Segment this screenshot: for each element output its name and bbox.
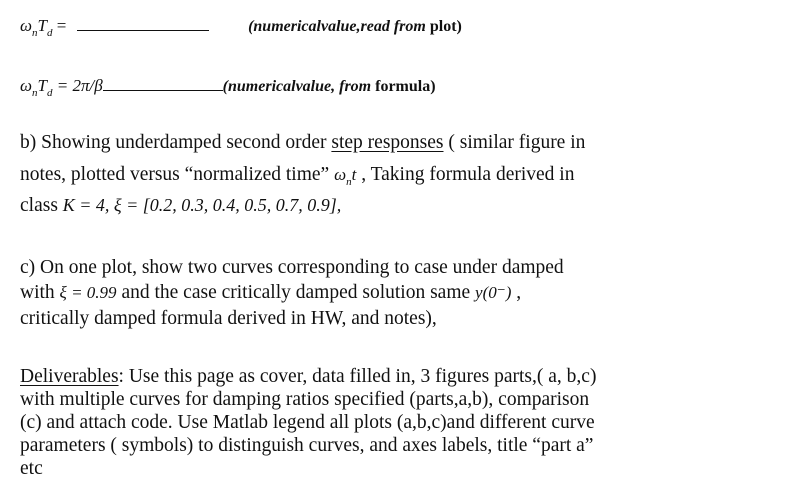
deliverables-line-5: etc	[20, 458, 43, 479]
part-b-line-3: class K = 4, ξ = [0.2, 0.3, 0.4, 0.5, 0.7, 0.9],	[20, 195, 342, 216]
part-c-line-3: critically damped formula derived in HW, and notes),	[20, 308, 437, 329]
note-read-from-plot: (numericalvalue,read from plot)	[248, 18, 462, 35]
t-symbol: T	[37, 16, 47, 35]
t-symbol: T	[37, 76, 47, 95]
formula-2pi-over-beta: = 2π/β	[52, 76, 103, 95]
deliverables-line-1: Deliverables: Use this page as cover, data filled in, 3 figures parts,( a, b,c)	[20, 366, 597, 387]
y-zero-minus-formula: y(0⁻)	[475, 283, 512, 302]
part-c-line-2: with ξ = 0.99 and the case critically damped solution same y(0⁻) ,	[20, 282, 522, 303]
subscript-n: n	[346, 175, 352, 188]
part-b-line-2: notes, plotted versus “normalized time” $\omega_nt$ , Taking formula derived in	[20, 164, 575, 188]
part-b-line-1: b) Showing underdamped second order step responses ( similar figure in	[20, 132, 586, 153]
damping-ratios-formula: K = 4, ξ = [0.2, 0.3, 0.4, 0.5, 0.7, 0.9],	[62, 195, 342, 215]
equals-sign: =	[52, 16, 67, 35]
step-responses-link: step responses	[331, 132, 444, 153]
omega-symbol: ω	[20, 16, 33, 35]
part-c-line-1: c) On one plot, show two curves corresponding to case under damped	[20, 257, 564, 278]
deliverables-line-2: with multiple curves for damping ratios specified (parts,a,b), comparison	[20, 389, 590, 410]
omega-symbol: ω	[20, 76, 33, 95]
deliverables-line-3: (c) and attach code. Use Matlab legend all plots (a,b,c)and different curve	[20, 412, 595, 433]
omega-symbol: ω	[334, 165, 347, 184]
answer-blank-2[interactable]	[103, 89, 223, 91]
answer-blank-1[interactable]	[77, 29, 209, 31]
subscript-n: n	[32, 86, 38, 99]
answer-line-from-formula	[20, 74, 436, 105]
deliverables-label: Deliverables	[20, 366, 119, 387]
subscript-d: d	[46, 26, 53, 39]
t-symbol: t	[351, 165, 357, 184]
xi-099-formula: ξ = 0.99	[59, 283, 117, 302]
note-from-formula: (numericalvalue, from formula)	[222, 78, 436, 95]
subscript-d: d	[46, 86, 53, 99]
answer-line-read-from-plot	[20, 14, 462, 45]
deliverables-line-4: parameters ( symbols) to distinguish curves, and axes labels, title “part a”	[20, 435, 594, 456]
subscript-n: n	[32, 26, 38, 39]
